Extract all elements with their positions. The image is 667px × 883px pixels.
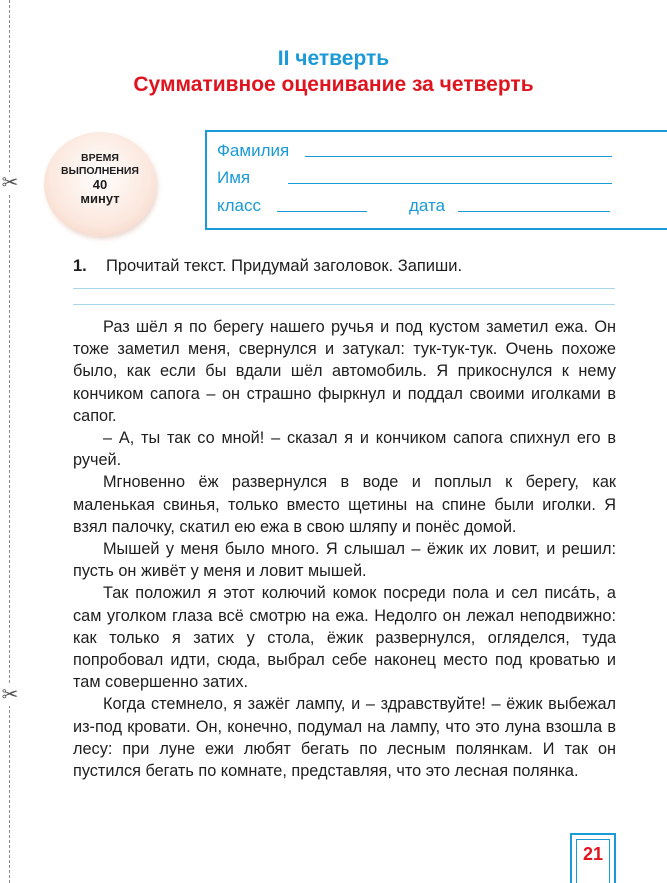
task-instruction: Прочитай текст. Придумай заголовок. Запиши. <box>106 257 463 275</box>
time-badge-minutes: 40 <box>92 177 108 192</box>
name-field[interactable] <box>288 183 612 184</box>
page-number-box <box>570 833 616 883</box>
page-title: Суммативное оценивание за четверть <box>133 73 534 96</box>
text-paragraph: Раз шёл я по берегу нашего ручья и под кустом заметил ежа. Он тоже заметил меня, свернулся и затукал: тук-тук-тук. Очень похоже было, как если бы вдали шёл автомобиль. Я прикоснулся к нему кончиком сапога – он страшно фыркнул и поддал своими иголками в сапог. <box>73 318 616 425</box>
page-number: 21 <box>582 844 604 864</box>
class-label: класс <box>217 196 262 215</box>
class-field[interactable] <box>277 211 367 212</box>
name-label: Имя <box>217 168 251 187</box>
date-label: дата <box>409 196 446 215</box>
scissors-icon: ✂ <box>1 172 19 194</box>
time-badge-line1: ВРЕМЯ <box>81 152 119 164</box>
time-badge-unit: минут <box>80 191 120 206</box>
page-number-frame <box>576 839 610 883</box>
task-number: 1. <box>73 257 87 275</box>
scissors-icon: ✂ <box>1 684 19 706</box>
text-paragraph: Так положил я этот колючий комок посреди пола и сел писáть, а сам уголком глаза всё смотрю на ежа. Недолго он лежал неподвижно: как только я затих у стола, ёжик развернулся, огляделся, туда попробовал идти, сюда, выбрал себе наконец место под кроватью и там совершенно затих. <box>73 584 616 692</box>
answer-line[interactable] <box>73 304 615 305</box>
time-badge-line2: ВЫПОЛНЕНИЯ <box>61 165 139 177</box>
task-1 <box>73 257 462 276</box>
text-paragraph: – А, ты так со мной! – сказал я и кончиком сапога спихнул его в ручей. <box>73 429 616 470</box>
cut-line <box>9 0 10 883</box>
quarter-title: II четверть <box>277 47 390 70</box>
text-paragraph: Мгновенно ёж развернулся в воде и поплыл к берегу, как маленькая свинья, только вместо щетины на спине были иголки. Я взял палочку, скатил ею ежа в свою шляпу и понёс домой. <box>73 473 616 536</box>
reading-text <box>73 316 616 782</box>
answer-line[interactable] <box>73 288 615 289</box>
text-paragraph: Мышей у меня было много. Я слышал – ёжик их ловит, и решил: пусть он живёт у меня и ловит мышей. <box>73 540 616 581</box>
text-paragraph: Когда стемнело, я зажёг лампу, и – здравствуйте! – ёжик выбежал из-под кровати. Он, конечно, подумал на лампу, что это луна взошла в лесу: при луне ежи любят бегать по лесным полянкам. И так он пустился бегать по комнате, представляя, что это лесная полянка. <box>73 695 616 781</box>
time-badge <box>44 132 156 236</box>
surname-label: Фамилия <box>217 141 290 160</box>
date-field[interactable] <box>458 211 610 212</box>
surname-field[interactable] <box>305 156 612 157</box>
